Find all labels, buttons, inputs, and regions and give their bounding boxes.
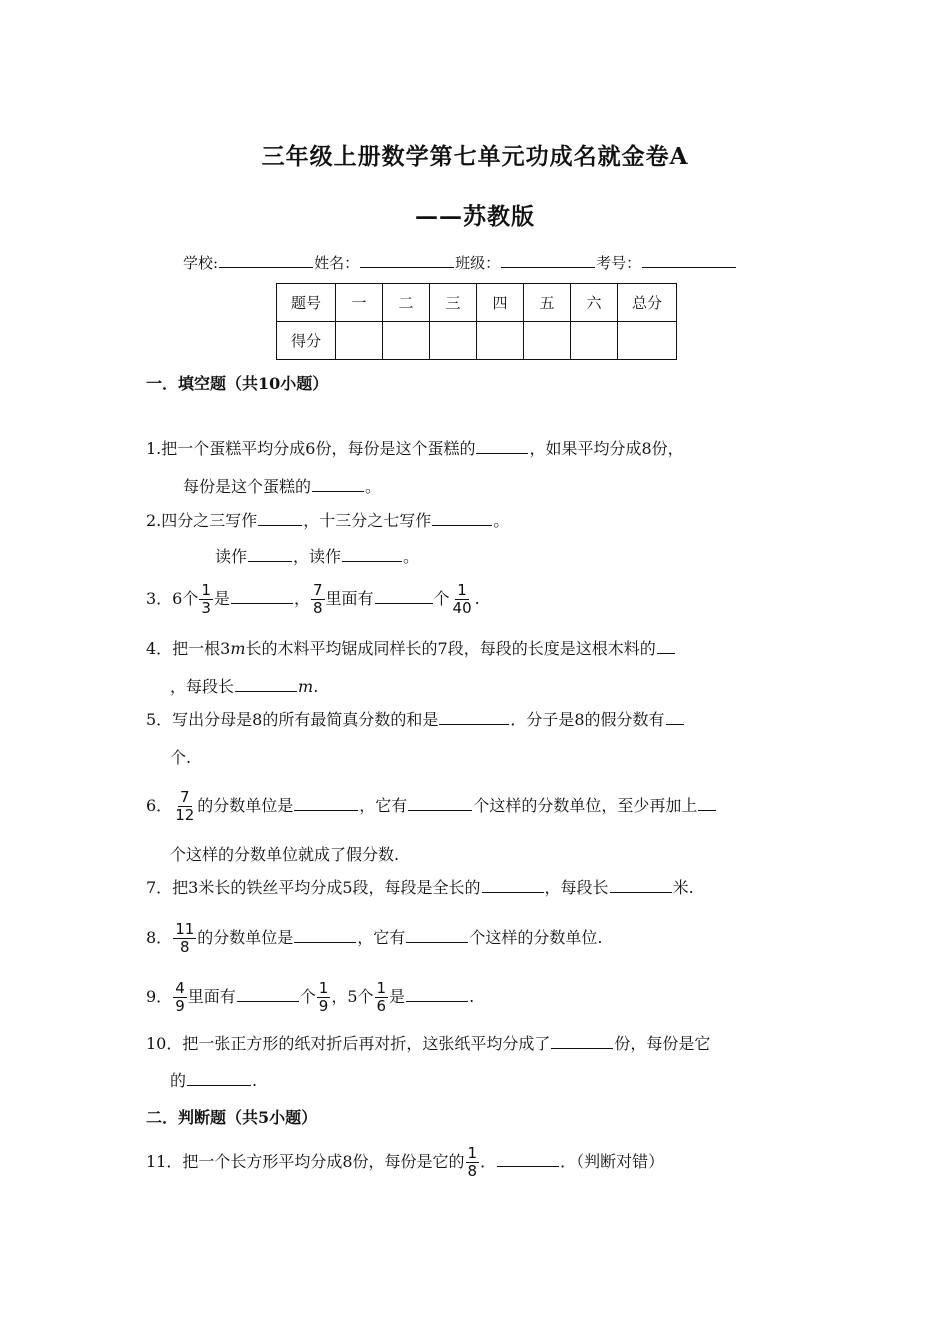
q11-text-b: ． bbox=[480, 1152, 497, 1171]
q8-blank-1[interactable] bbox=[294, 928, 356, 943]
question-3 bbox=[146, 582, 480, 617]
header-cell: 五 bbox=[524, 284, 571, 322]
question-6-line-1 bbox=[146, 789, 717, 824]
fraction bbox=[173, 921, 196, 956]
q2-text-d: 读作 bbox=[215, 547, 248, 566]
fraction bbox=[317, 980, 331, 1015]
q7-text-a: 7．把3米长的铁丝平均分成5段，每段是全长的 bbox=[146, 878, 481, 897]
q2-text-b: ，十三分之七写作 bbox=[303, 511, 432, 530]
score-cell[interactable] bbox=[336, 322, 383, 360]
q11-blank-1[interactable] bbox=[497, 1152, 559, 1167]
q9-text-e: 是 bbox=[389, 987, 406, 1006]
q11-text-a: 11．把一个长方形平均分成8份，每份是它的 bbox=[146, 1152, 465, 1171]
numerator: 7 bbox=[312, 581, 323, 599]
score-table-score-row bbox=[277, 322, 677, 360]
q6-blank-3[interactable] bbox=[698, 796, 716, 811]
q4-unit-2: m bbox=[298, 677, 314, 696]
q8-blank-2[interactable] bbox=[406, 928, 468, 943]
q5-text-b: ．分子是8的假分数有 bbox=[510, 710, 665, 729]
question-2-line-2 bbox=[215, 546, 419, 568]
q4-text-e: . bbox=[313, 677, 319, 696]
denominator: 8 bbox=[312, 599, 323, 617]
q10-text-c: 的 bbox=[170, 1071, 187, 1090]
q11-text-c: ．（判断对错） bbox=[560, 1152, 665, 1171]
q7-text-c: 米. bbox=[672, 878, 694, 897]
q4-text-b: 长的木料平均锯成同样长的7段，每段的长度是这根木料的 bbox=[245, 639, 656, 658]
score-cell[interactable] bbox=[618, 322, 677, 360]
numerator: 1 bbox=[467, 1144, 478, 1162]
q9-text-d: ，5个 bbox=[331, 987, 374, 1006]
q3-text-g: . bbox=[474, 589, 480, 608]
q2-blank-1[interactable] bbox=[258, 511, 302, 526]
denominator: 6 bbox=[376, 997, 387, 1015]
question-9 bbox=[146, 980, 474, 1015]
score-cell[interactable] bbox=[571, 322, 618, 360]
q9-text-a: 9． bbox=[146, 987, 173, 1006]
q9-blank-2[interactable] bbox=[406, 987, 468, 1002]
numerator: 1 bbox=[201, 581, 211, 599]
numerator: 11 bbox=[175, 920, 195, 938]
question-1-line-2 bbox=[183, 476, 381, 498]
q10-text-d: . bbox=[252, 1071, 258, 1090]
q8-text-c: ，它有 bbox=[357, 928, 406, 947]
header-cell: 题号 bbox=[277, 284, 336, 322]
score-cell[interactable] bbox=[383, 322, 430, 360]
q6-text-c: ，它有 bbox=[359, 796, 408, 815]
q5-blank-2[interactable] bbox=[666, 710, 684, 725]
q10-text-a: 10．把一张正方形的纸对折后再对折，这张纸平均分成了 bbox=[146, 1034, 551, 1053]
section-heading-fill-in: 一．填空题（共10小题） bbox=[146, 374, 329, 393]
score-cell[interactable] bbox=[477, 322, 524, 360]
q9-blank-1[interactable] bbox=[237, 987, 299, 1002]
denominator: 12 bbox=[175, 806, 195, 824]
q5-text-c: 个. bbox=[170, 748, 192, 767]
q2-text-c: 。 bbox=[493, 511, 510, 530]
q1-text-d: 。 bbox=[365, 477, 382, 496]
q7-text-b: ，每段长 bbox=[544, 878, 609, 897]
question-6-line-2 bbox=[170, 844, 399, 866]
q6-text-d: 个这样的分数单位，至少再加上 bbox=[473, 796, 698, 815]
q3-blank-1[interactable] bbox=[231, 589, 293, 604]
fraction bbox=[466, 1145, 480, 1180]
score-cell[interactable] bbox=[524, 322, 571, 360]
denominator: 9 bbox=[175, 997, 185, 1015]
denominator: 3 bbox=[201, 599, 211, 617]
numerator: 1 bbox=[318, 979, 329, 997]
q1-blank-1[interactable] bbox=[476, 439, 528, 454]
q1-text-b: ，如果平均分成8份， bbox=[529, 439, 684, 458]
q5-text-a: 5．写出分母是8的所有最简真分数的和是 bbox=[146, 710, 439, 729]
q2-text-f: 。 bbox=[403, 547, 420, 566]
question-2-line-1 bbox=[146, 510, 509, 532]
score-cell[interactable] bbox=[430, 322, 477, 360]
header-cell: 总分 bbox=[618, 284, 677, 322]
class-label: 班级： bbox=[455, 254, 501, 272]
question-4-line-1 bbox=[146, 638, 676, 660]
denominator: 40 bbox=[452, 599, 472, 617]
q5-blank-1[interactable] bbox=[439, 710, 509, 725]
q3-text-c: ， bbox=[293, 589, 310, 608]
q7-blank-1[interactable] bbox=[482, 878, 544, 893]
q2-text-e: ，读作 bbox=[293, 547, 342, 566]
page-title: 三年级上册数学第七单元功成名就金卷A bbox=[261, 143, 689, 170]
q4-blank-1[interactable] bbox=[657, 639, 675, 654]
q8-text-a: 8． bbox=[146, 928, 173, 947]
q3-text-b: 是 bbox=[213, 589, 230, 608]
denominator: 8 bbox=[179, 938, 190, 956]
q3-text-d: 里面有 bbox=[325, 589, 374, 608]
numerator: 1 bbox=[457, 581, 467, 599]
numerator: 1 bbox=[376, 979, 387, 997]
fraction bbox=[451, 582, 474, 617]
fraction bbox=[173, 789, 196, 824]
numerator: 7 bbox=[179, 788, 190, 806]
q8-text-d: 个这样的分数单位. bbox=[469, 928, 603, 947]
denominator: 9 bbox=[318, 997, 329, 1015]
q6-blank-2[interactable] bbox=[408, 796, 472, 811]
q1-blank-2[interactable] bbox=[312, 477, 364, 492]
student-info-line bbox=[183, 252, 737, 273]
score-table bbox=[276, 283, 677, 360]
school-label: 学校: bbox=[183, 254, 219, 272]
q9-text-g: . bbox=[469, 987, 475, 1006]
q4-text-a: 4．把一根3 bbox=[146, 639, 231, 658]
q9-text-b: 里面有 bbox=[187, 987, 236, 1006]
question-5-line-2 bbox=[170, 747, 191, 769]
q4-blank-2[interactable] bbox=[235, 677, 297, 692]
school-field[interactable] bbox=[219, 253, 313, 268]
q1-text-a: 1.把一个蛋糕平均分成6份，每份是这个蛋糕的 bbox=[146, 439, 476, 458]
q2-text-a: 2.四分之三写作 bbox=[146, 511, 258, 530]
section-heading-true-false: 二．判断题（共5小题） bbox=[146, 1108, 318, 1127]
q3-blank-2[interactable] bbox=[375, 589, 433, 604]
header-cell: 三 bbox=[430, 284, 477, 322]
q6-text-a: 6． bbox=[146, 796, 173, 815]
q4-text-c: ，每段长 bbox=[170, 677, 235, 696]
q9-text-c: 个 bbox=[299, 987, 316, 1006]
exam-no-field[interactable] bbox=[642, 253, 736, 268]
question-1-line-1 bbox=[146, 438, 684, 460]
fraction bbox=[173, 980, 187, 1015]
q2-blank-4[interactable] bbox=[342, 547, 402, 562]
fraction bbox=[311, 582, 325, 617]
header-cell: 四 bbox=[477, 284, 524, 322]
denominator: 8 bbox=[467, 1162, 478, 1180]
name-label: 姓名： bbox=[314, 254, 360, 272]
q10-text-b: 份，每份是它 bbox=[614, 1034, 711, 1053]
q2-blank-3[interactable] bbox=[248, 547, 292, 562]
q3-text-a: 3．6个 bbox=[146, 589, 199, 608]
q4-unit: m bbox=[230, 639, 246, 658]
header-cell: 一 bbox=[336, 284, 383, 322]
question-8 bbox=[146, 921, 602, 956]
page-subtitle: ——苏教版 bbox=[415, 203, 535, 230]
header-cell: 六 bbox=[571, 284, 618, 322]
q10-blank-2[interactable] bbox=[187, 1071, 251, 1086]
fraction bbox=[199, 582, 213, 617]
q3-text-e: 个 bbox=[433, 589, 450, 608]
name-field[interactable] bbox=[360, 253, 454, 268]
score-table-header-row bbox=[277, 284, 677, 322]
header-cell: 二 bbox=[383, 284, 430, 322]
q8-text-b: 的分数单位是 bbox=[197, 928, 294, 947]
fraction bbox=[375, 980, 389, 1015]
question-10-line-2 bbox=[170, 1070, 257, 1092]
class-field[interactable] bbox=[501, 253, 595, 268]
q10-blank-1[interactable] bbox=[551, 1034, 613, 1049]
q6-blank-1[interactable] bbox=[294, 796, 358, 811]
question-5-line-1 bbox=[146, 709, 685, 731]
question-11 bbox=[146, 1145, 664, 1180]
score-row-label: 得分 bbox=[277, 322, 336, 360]
question-7 bbox=[146, 877, 694, 899]
question-4-line-2 bbox=[170, 676, 318, 698]
q6-text-e: 个这样的分数单位就成了假分数. bbox=[170, 845, 400, 864]
q7-blank-2[interactable] bbox=[610, 878, 672, 893]
exam-no-label: 考号： bbox=[596, 254, 642, 272]
q2-blank-2[interactable] bbox=[432, 511, 492, 526]
question-10-line-1 bbox=[146, 1033, 710, 1055]
q1-text-c: 每份是这个蛋糕的 bbox=[183, 477, 312, 496]
numerator: 4 bbox=[175, 979, 185, 997]
q6-text-b: 的分数单位是 bbox=[197, 796, 294, 815]
